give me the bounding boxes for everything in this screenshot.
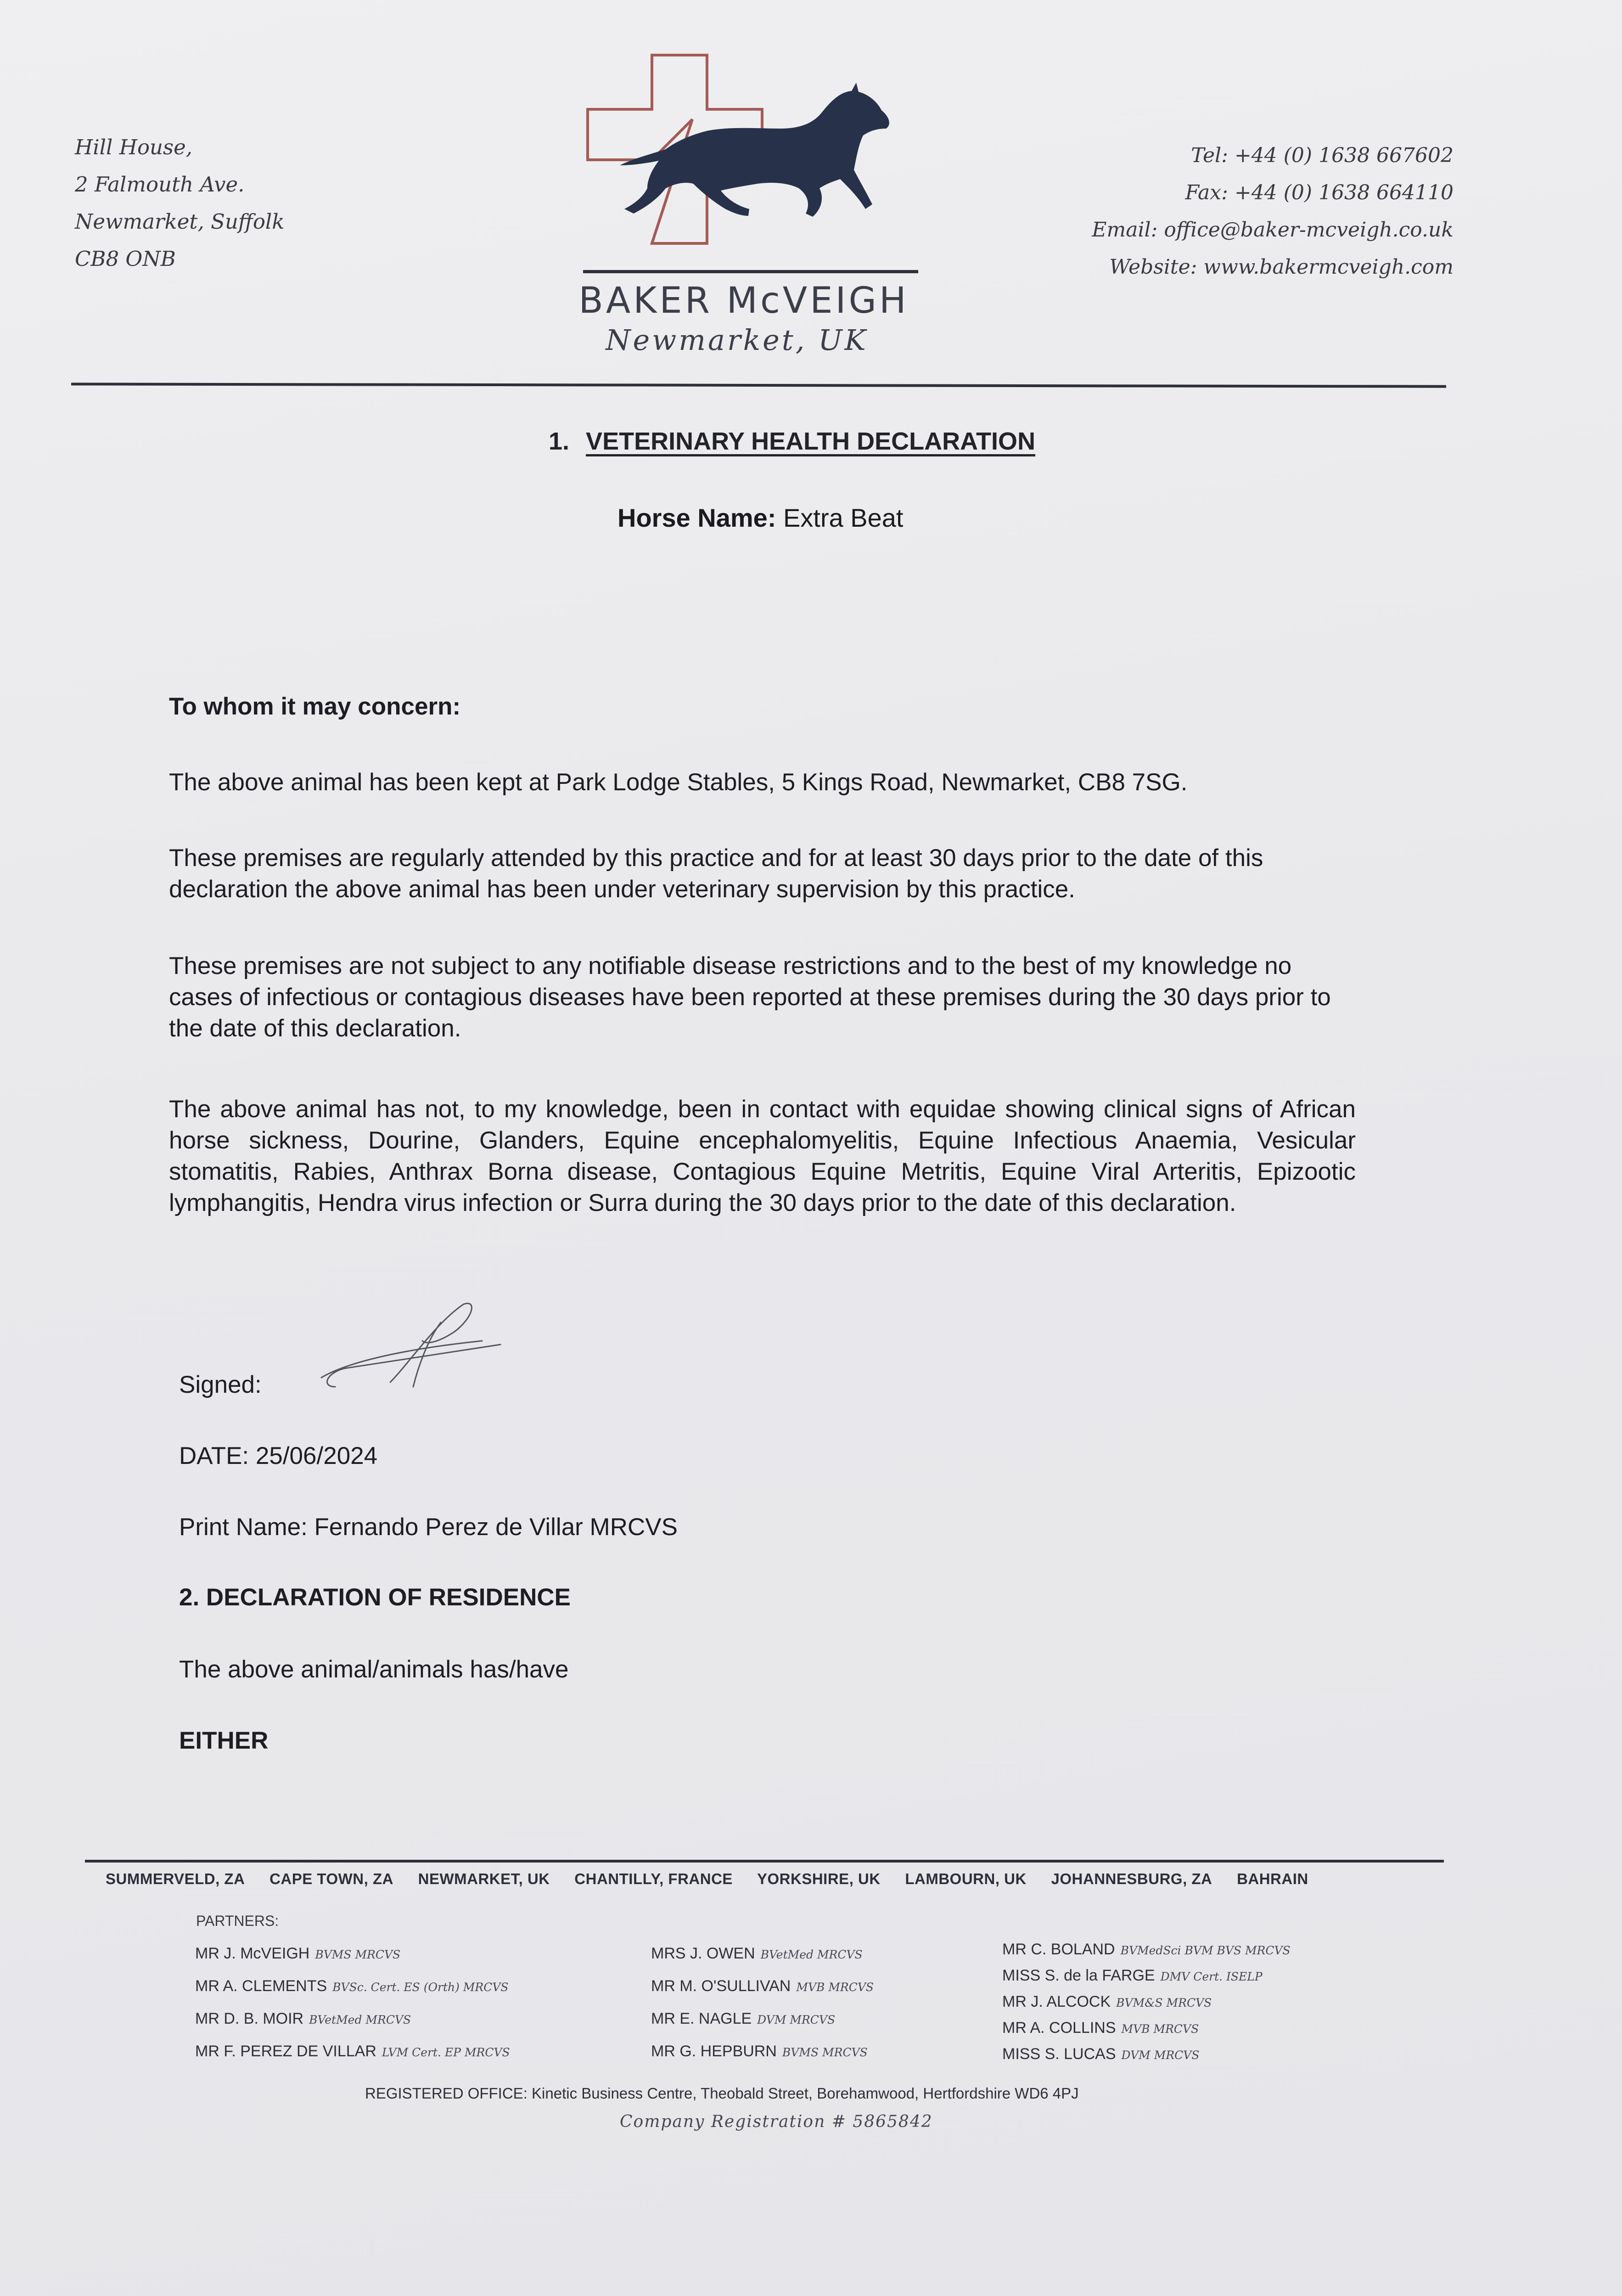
partner-entry	[1002, 1937, 1291, 1963]
partner-name: MR J. ALCOCK	[1002, 1993, 1111, 2010]
brand-location: Newmarket, UK	[606, 323, 868, 357]
partner-name: MR A. CLEMENTS	[195, 1977, 327, 1995]
print-name: Print Name: Fernando Perez de Villar MRCVS	[179, 1514, 678, 1541]
company-registration: Company Registration # 5865842	[620, 2112, 933, 2131]
signed-label: Signed:	[179, 1371, 262, 1398]
horse-name-label: Horse Name:	[617, 503, 776, 532]
partner-entry	[195, 2003, 510, 2036]
partner-entry	[651, 2003, 874, 2036]
paragraph-restrictions: These premises are not subject to any notifiable disease restrictions and to the best of my knowledge no cases of infectious or contagious diseases have been reported at these premises during the 30 days prior to the date of this declaration.	[169, 952, 1331, 1042]
contact-email: Email: office@baker-mcveigh.co.uk	[1092, 218, 1454, 242]
partner-quals: BVMS MRCVS	[782, 2046, 868, 2059]
partner-entry	[1002, 2015, 1291, 2042]
partner-name: MRS J. OWEN	[651, 1945, 755, 1962]
contact-fax: Fax: +44 (0) 1638 664110	[1185, 181, 1454, 204]
declaration-title	[549, 427, 1035, 456]
address-line: 2 Falmouth Ave.	[75, 172, 245, 197]
partner-entry	[1002, 1989, 1291, 2015]
office-locations	[106, 1870, 1329, 1888]
header-divider	[71, 383, 1446, 388]
office-location: SUMMERVELD, ZA	[106, 1870, 245, 1887]
partner-quals: DMV Cert. ISELP	[1160, 1970, 1263, 1983]
partner-entry	[651, 1970, 874, 2003]
partner-name: MR F. PEREZ DE VILLAR	[195, 2043, 376, 2060]
paragraph-supervision: These premises are regularly attended by this practice and for at least 30 days prior to the date of this declaration the above animal has been under veterinary supervision by this practice.	[169, 844, 1263, 903]
partner-quals: DVM MRCVS	[757, 2013, 836, 2026]
office-location: CHANTILLY, FRANCE	[574, 1870, 733, 1887]
residence-heading: 2. DECLARATION OF RESIDENCE	[179, 1584, 571, 1611]
declaration-date: DATE: 25/06/2024	[179, 1442, 378, 1469]
residence-either: EITHER	[179, 1727, 269, 1754]
partner-name: MR J. McVEIGH	[195, 1945, 310, 1962]
partner-entry	[1002, 2042, 1291, 2068]
partner-quals: BVMS MRCVS	[315, 1948, 401, 1961]
partner-quals: DVM MRCVS	[1121, 2048, 1200, 2062]
partner-quals: BVMedSci BVM BVS MRCVS	[1120, 1944, 1291, 1957]
address-line: CB8 ONB	[75, 247, 176, 271]
partner-entry	[195, 1970, 510, 2003]
office-location: JOHANNESBURG, ZA	[1051, 1870, 1212, 1887]
declaration-number: 1.	[549, 428, 570, 455]
partner-name: MR C. BOLAND	[1002, 1941, 1115, 1958]
partner-quals: LVM Cert. EP MRCVS	[382, 2046, 510, 2059]
office-location: YORKSHIRE, UK	[757, 1870, 881, 1887]
registered-office: REGISTERED OFFICE: Kinetic Business Centre, Theobald Street, Borehamwood, Hertfordshire WD6 4PJ	[365, 2085, 1079, 2102]
partner-name: MR E. NAGLE	[651, 2010, 752, 2027]
signature-image	[317, 1295, 510, 1401]
office-location: BAHRAIN	[1237, 1870, 1308, 1887]
partner-entry	[651, 1938, 874, 1970]
partner-quals: MVB MRCVS	[796, 1981, 874, 1994]
partner-name: MR G. HEPBURN	[651, 2043, 777, 2060]
paragraph-diseases: The above animal has not, to my knowledge, been in contact with equidae showing clinical signs of African horse sickness, Dourine, Glanders, Equine encephalomyelitis, Equine Infectious Anaemia, Vesicular stomatitis, Rabies, Anthrax Borna disease, Contagious Equine Metritis, Equine Viral Arteritis, Epizootic lymphangitis, Hendra virus infection or Surra during the 30 days prior to the date of this declaration.	[169, 1096, 1356, 1216]
partner-entry	[651, 2036, 874, 2068]
practice-logo	[583, 51, 918, 280]
partners-column-3	[1002, 1937, 1291, 2068]
address-line: Hill House,	[75, 135, 193, 159]
partner-quals: BVetMed MRCVS	[309, 2013, 411, 2026]
residence-line: The above animal/animals has/have	[179, 1656, 569, 1683]
office-location: CAPE TOWN, ZA	[269, 1870, 393, 1887]
paragraph-kept-at: The above animal has been kept at Park Lodge Stables, 5 Kings Road, Newmarket, CB8 7SG.	[169, 769, 1188, 796]
horse-name-line	[617, 503, 904, 533]
practice-contact	[1092, 137, 1454, 286]
partners-label: PARTNERS:	[196, 1913, 279, 1929]
partner-quals: BVetMed MRCVS	[760, 1948, 863, 1961]
partner-quals: BVM&S MRCVS	[1116, 1996, 1212, 2009]
partner-quals: MVB MRCVS	[1121, 2022, 1199, 2036]
office-location: LAMBOURN, UK	[905, 1870, 1027, 1887]
contact-tel: Tel: +44 (0) 1638 667602	[1191, 144, 1454, 167]
partner-entry	[195, 2036, 510, 2068]
practice-address	[75, 129, 285, 277]
horse-name-value: Extra Beat	[783, 503, 904, 532]
partners-column-1	[195, 1938, 510, 2068]
office-location: NEWMARKET, UK	[418, 1870, 550, 1887]
logo-rule	[583, 270, 918, 273]
partner-name: MR M. O'SULLIVAN	[651, 1977, 791, 1995]
partner-name: MISS S. LUCAS	[1002, 2045, 1116, 2063]
partners-column-2	[651, 1938, 874, 2068]
partner-name: MR A. COLLINS	[1002, 2019, 1116, 2037]
contact-website: Website: www.bakermcveigh.com	[1109, 255, 1454, 279]
partner-name: MISS S. de la FARGE	[1002, 1967, 1155, 1984]
brand-name: BAKER McVEIGH	[578, 280, 909, 321]
partner-quals: BVSc. Cert. ES (Orth) MRCVS	[332, 1981, 509, 1994]
declaration-title-text: VETERINARY HEALTH DECLARATION	[586, 428, 1036, 455]
partner-entry	[1002, 1963, 1291, 1989]
footer-divider	[85, 1860, 1444, 1863]
partner-name: MR D. B. MOIR	[195, 2010, 304, 2027]
partner-entry	[195, 1938, 510, 1970]
salutation: To whom it may concern:	[169, 693, 461, 720]
address-line: Newmarket, Suffolk	[75, 209, 285, 234]
